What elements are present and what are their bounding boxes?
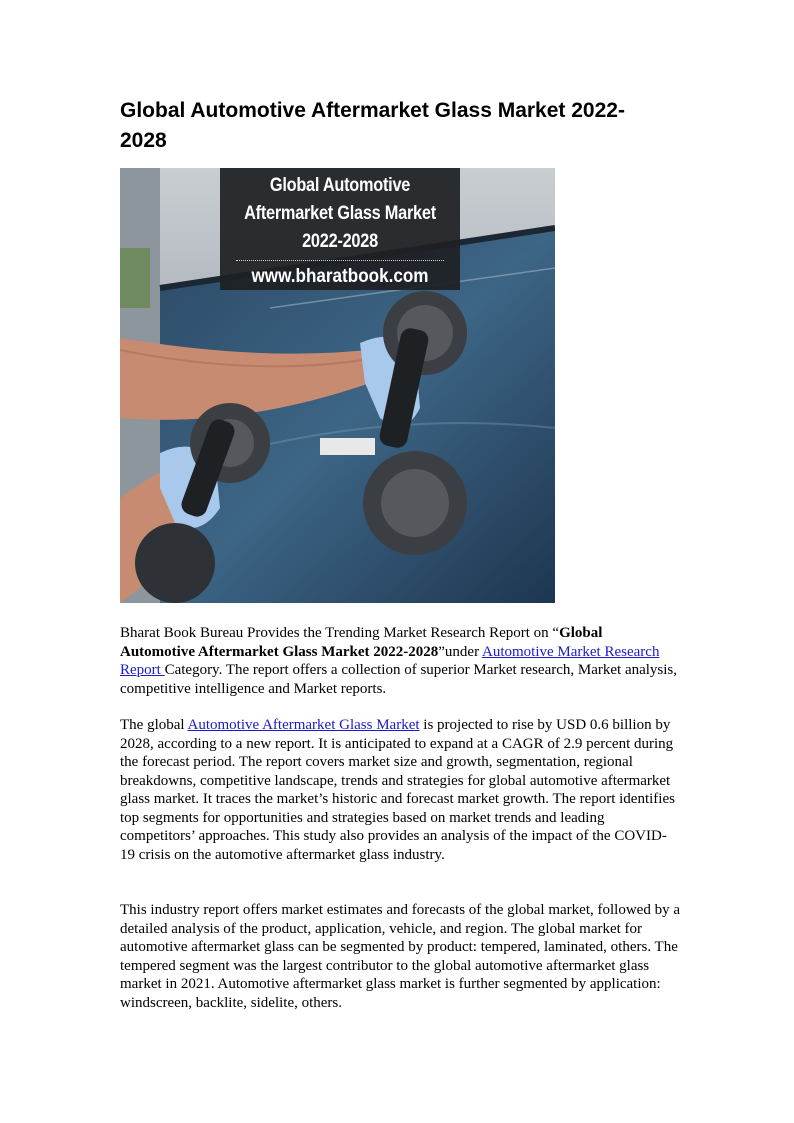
paragraph-intro: [120, 624, 680, 698]
report-name: Global Automotive Aftermarket Glass Market 2022-2028: [120, 625, 603, 660]
market-text: is projected to rise by USD 0.6 billion by 2028, according to a new report. It is anticipated to expand at a CAGR of 2.9 percent during the forecast period. The report covers market size and growth, segmentation, regional breakdowns, competitive landscape, trends and strategies for global automotive aftermarket glass market. It traces the market’s historic and forecast market growth. The report identifies top segments for opportunities and strategies based on market trends and leading competitors’ approaches. This study also provides an analysis of the impact of the COVID-19 crisis on the automotive aftermarket glass industry.: [120, 717, 675, 863]
market-intro: The global: [120, 717, 188, 733]
category-link[interactable]: Automotive Market Research Report: [120, 643, 660, 678]
market-link[interactable]: Automotive Aftermarket Glass Market: [187, 717, 420, 733]
banner-title: Global Automotive Aftermarket Glass Market 2022-2028: [244, 175, 436, 252]
banner-divider: [236, 260, 444, 261]
outro-text: Category. The report offers a collection of superior Market research, Market analysis, competitive intelligence and Market reports.: [120, 662, 678, 697]
image-banner: [220, 168, 460, 290]
mid-text: ”under: [438, 643, 482, 660]
banner-url: www.bharatbook.com: [251, 266, 429, 287]
paragraph-segments: This industry report offers market estimates and forecasts of the global market, followed by a detailed analysis of the product, application, vehicle, and region. The global market for automotive aftermarket glass can be segmented by product: tempered, laminated, others. The tempered segment was the largest contributor to the global automotive aftermarket glass market in 2021. Automotive aftermarket glass market is further segmented by application: windscreen, backlite, sidelite, others.: [120, 902, 680, 1011]
page-title: Global Automotive Aftermarket Glass Market 2022-2028: [120, 99, 625, 152]
paragraph-market: [120, 716, 680, 864]
hero-image: [120, 168, 555, 603]
intro-text: Bharat Book Bureau Provides the Trending Market Research Report on “: [120, 625, 560, 641]
